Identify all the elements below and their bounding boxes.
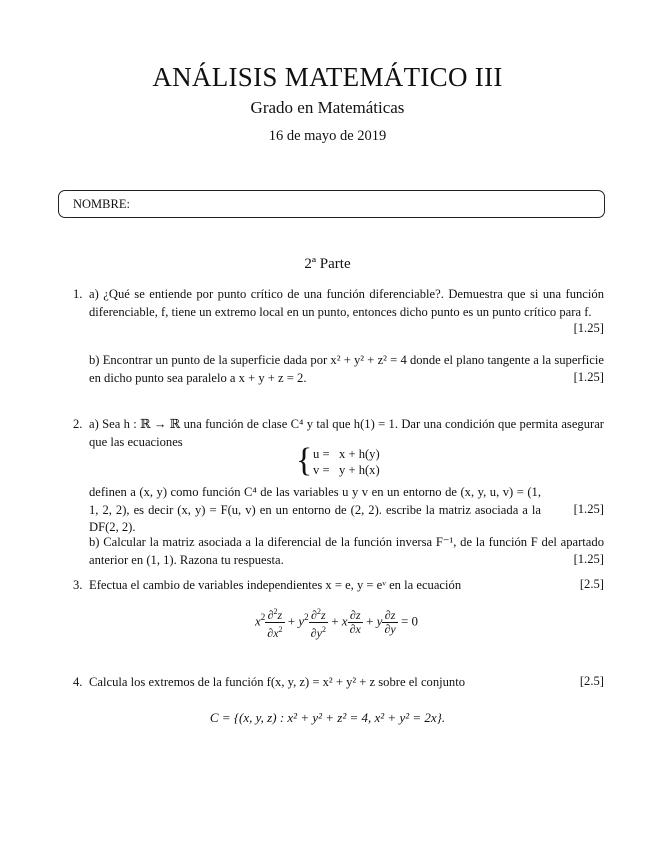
system-equation-v: v = y + h(x): [313, 463, 380, 477]
problem-2a-points: [1.25]: [573, 502, 604, 516]
problem-2a-text2: definen a (x, y) como función C⁴ de las variables u y v en un entorno de (x, y, u, v) = (1, 1, 2, 2), es decir (x, y) = F(u, v) en un entorno de (2, 2). escribe la matriz asociada a la DF(2, 2).: [89, 485, 541, 534]
problem-4-points: [2.5]: [579, 674, 604, 688]
problem-2-number: 2.: [73, 417, 83, 431]
exam-date: 16 de mayo de 2019: [268, 128, 387, 144]
system-brace: {: [296, 442, 313, 479]
page-title: ANÁLISIS MATEMÁTICO III: [152, 62, 503, 92]
problem-1b-text: b) Encontrar un punto de la superficie dada por x² + y² + z² = 4 donde el plano tangente a la superficie en dicho punto sea paralelo a x + y + z = 2.: [89, 353, 604, 385]
part-title: 2ª Parte: [304, 256, 351, 272]
system-equation-u: u = x + h(y): [313, 447, 380, 461]
problem-2b-text: b) Calcular la matriz asociada a la diferencial de la función inversa F⁻¹, de la función F del apartado anterior en (1, 1). Razona tu respuesta.: [89, 535, 604, 567]
problem-3-points: [2.5]: [579, 577, 604, 591]
problem-4-number: 4.: [73, 675, 83, 689]
problem-2a-text: a) Sea h : ℝ → ℝ una función de clase C⁴ y tal que h(1) = 1. Dar una condición que permita asegurar que las ecuaciones: [89, 417, 604, 449]
problem-1a-points: [1.25]: [573, 321, 604, 335]
problem-2b-points: [1.25]: [573, 552, 604, 566]
constraint-set: C = {(x, y, z) : x² + y² + z² = 4, x² + y² = 2x}.: [209, 710, 446, 725]
problem-3-number: 3.: [73, 578, 83, 592]
pde-equation: $x^2$ $\frac{\partial^2z}{\partial x^2}$ + $y^2$ $\frac{\partial^2z}{\partial y^2}$ + x $\frac{\partial z}{\partial x}$ + y $\frac{\partial z}{\partial y}$ = 0: [255, 607, 419, 640]
name-box[interactable]: [58, 190, 605, 218]
problem-1b-points: [1.25]: [573, 370, 604, 384]
problem-1-number: 1.: [73, 287, 83, 301]
name-label: NOMBRE:: [73, 197, 130, 211]
page-subtitle: Grado en Matemáticas: [250, 98, 405, 117]
problem-1a-text: a) ¿Qué se entiende por punto crítico de una función diferenciable?. Demuestra que si una función diferenciable, f, tiene un extremo local en un punto, entonces dicho punto es un punto crítico para f.: [89, 287, 604, 319]
pde-equation-rhs: = 0: [400, 613, 419, 629]
problem-3-text: Efectua el cambio de variables independientes x = e, y = eᵛ en la ecuación: [89, 578, 462, 592]
problem-4-text: Calcula los extremos de la función f(x, y, z) = x² + y² + z sobre el conjunto: [89, 675, 466, 689]
